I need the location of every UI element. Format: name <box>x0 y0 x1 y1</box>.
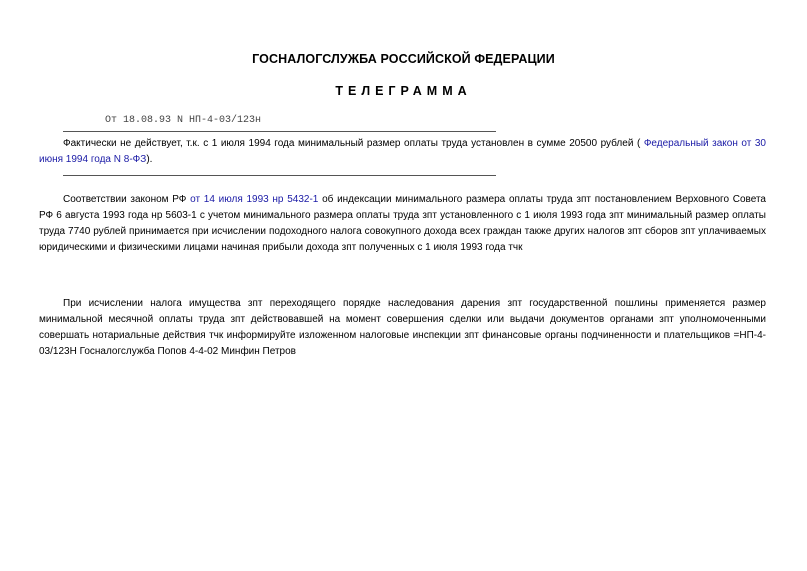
notice-bottom-divider <box>63 175 496 176</box>
document-type-title: ТЕЛЕГРАММА <box>335 84 472 98</box>
paragraph-1-text-after-link: об индексации минимального размера оплаты труда зпт постановлением Верховного Совета РФ 6 августа 1993 года нр 5603-1 с учетом минимального размера оплаты труда зпт установленного с 1 июля 1993 года зпт минимальный размер оплаты труда 7740 рублей принимается при исчислении подоходного налога совокупного дохода всех граждан также других налогов зпт сборов зпт уплачиваемых юридическими и физическими лицами начиная прибыли дохода зпт полученных с 1 июля 1993 года тчк <box>39 194 766 253</box>
federal-law-link[interactable]: Федеральный закон от 30 июня 1994 года N 8-ФЗ <box>39 138 766 165</box>
notice-text-after-link: ). <box>146 154 153 165</box>
notice-top-divider <box>63 131 496 132</box>
body-paragraph-2: При исчислении налога имущества зпт переходящего порядке наследования дарения зпт государственной пошлины применяется размер минимальной месячной оплаты труда зпт действовавшей на момент совершения сделки или выдачи документов органами зпт уполномоченными совершать нотариальные действия тчк информируйте изложенном налоговые инспекции зпт финансовые органы подчиненности и плательщиков =НП-4-03/123Н Госналогслужба Попов 4-4-02 Минфин Петров <box>39 298 766 357</box>
paragraph-1-text-before-link: Соответствии законом РФ <box>63 194 191 205</box>
organization-title: ГОСНАЛОГСЛУЖБА РОССИЙСКОЙ ФЕДЕРАЦИИ <box>252 52 555 66</box>
status-notice <box>39 136 766 168</box>
document-reference: От 18.08.93 N НП-4-03/123н <box>105 115 262 126</box>
law-5432-1-link[interactable]: от 14 июля 1993 нр 5432-1 <box>190 194 319 205</box>
body-paragraph-1 <box>39 192 766 256</box>
notice-text-before-link: Фактически не действует, т.к. с 1 июля 1994 года минимальный размер оплаты труда установлен в сумме 20500 рублей ( <box>63 138 644 149</box>
